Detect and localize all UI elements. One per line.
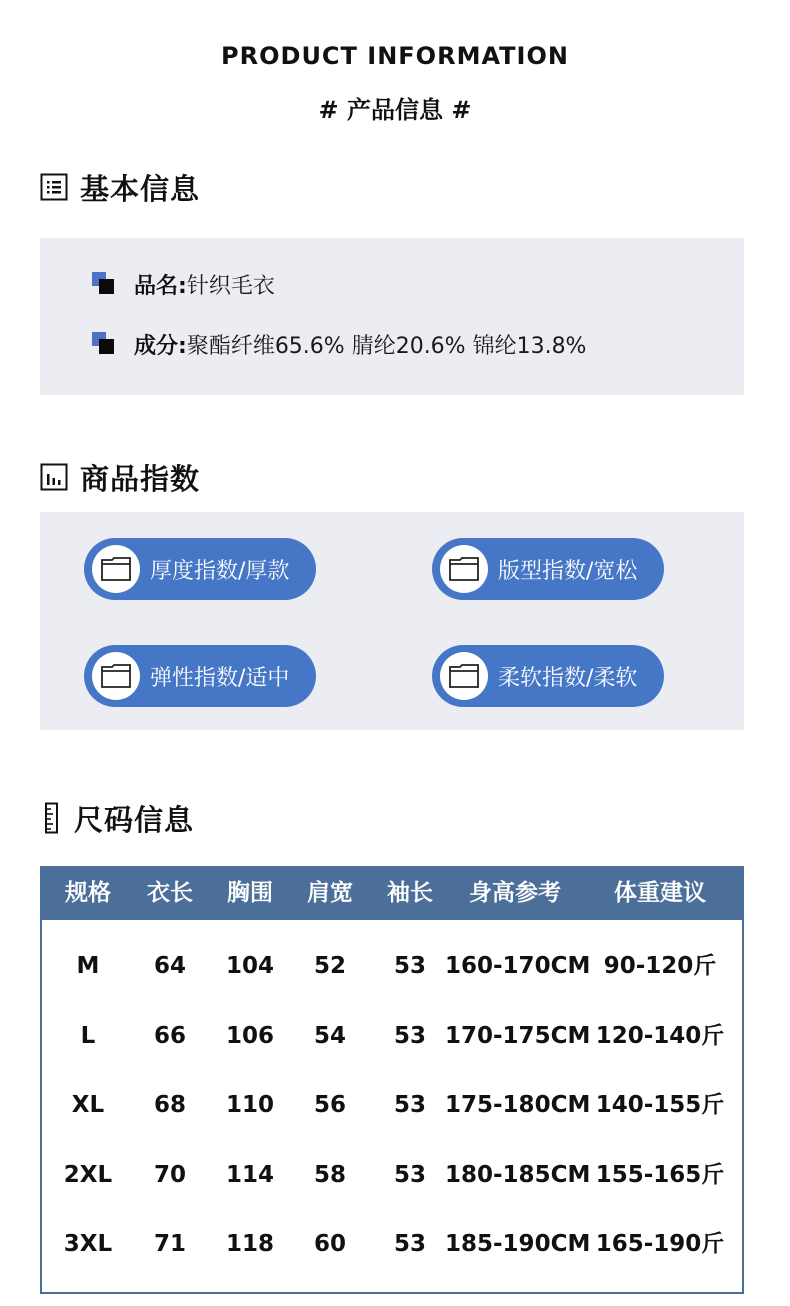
- table-cell: 64: [153, 953, 186, 979]
- info-key: 品名:: [134, 273, 187, 299]
- basic-info-heading: [40, 167, 200, 207]
- index-pill-label: 弹性指数/适中: [150, 665, 290, 691]
- product-index-heading: [40, 457, 200, 497]
- table-cell: 53: [393, 953, 426, 979]
- table-cell: 140-155斤: [595, 1092, 725, 1118]
- ruler-icon: [40, 802, 62, 834]
- bar-chart-icon: [40, 463, 68, 491]
- list-icon: [40, 173, 68, 201]
- index-pill-label: 柔软指数/柔软: [498, 665, 638, 691]
- page-title-chinese: # 产品信息 #: [318, 96, 472, 124]
- table-cell: 68: [153, 1092, 186, 1118]
- table-cell: 160-170CM: [445, 953, 591, 979]
- table-cell: 110: [225, 1092, 274, 1118]
- table-cell: L: [80, 1022, 96, 1049]
- info-value: 聚酯纤维65.6% 腈纶20.6% 锦纶13.8%: [186, 333, 587, 359]
- index-pill-softness: [432, 645, 664, 707]
- index-pill-fit: [432, 538, 664, 600]
- column-header: 袖长: [387, 880, 433, 906]
- info-row-name: [92, 267, 275, 301]
- folder-icon: [92, 652, 140, 700]
- square-bullet-icon: [92, 272, 116, 296]
- folder-icon: [92, 545, 140, 593]
- table-cell: 114: [225, 1161, 274, 1188]
- column-header: 衣长: [147, 880, 193, 906]
- table-cell: 170-175CM: [445, 1022, 591, 1049]
- table-cell: 53: [393, 1092, 426, 1118]
- table-cell: 70: [153, 1161, 186, 1188]
- column-header: 肩宽: [307, 880, 353, 906]
- folder-icon: [440, 545, 488, 593]
- table-cell: 90-120斤: [603, 953, 717, 979]
- size-info-heading-text: 尺码信息: [74, 802, 195, 837]
- index-pill-label: 厚度指数/厚款: [150, 558, 290, 584]
- column-header: 规格: [65, 880, 111, 906]
- table-cell: 56: [313, 1092, 346, 1118]
- table-cell: 175-180CM: [445, 1092, 591, 1118]
- table-cell: 104: [225, 953, 274, 979]
- folder-icon: [440, 652, 488, 700]
- square-bullet-icon: [92, 332, 116, 356]
- table-cell: M: [76, 953, 100, 979]
- table-cell: 54: [313, 1022, 346, 1049]
- table-cell: 66: [153, 1022, 186, 1049]
- basic-info-panel: [40, 238, 744, 395]
- table-cell: 3XL: [63, 1231, 113, 1257]
- table-cell: 155-165斤: [595, 1161, 725, 1188]
- table-cell: XL: [71, 1092, 105, 1118]
- table-cell: 60: [313, 1231, 346, 1257]
- table-cell: 53: [393, 1022, 426, 1049]
- table-cell: 58: [313, 1161, 346, 1188]
- index-pill-elasticity: [84, 645, 316, 707]
- table-cell: 52: [313, 953, 346, 979]
- size-table-header: [40, 866, 744, 920]
- info-value: 针织毛衣: [186, 273, 275, 299]
- product-index-heading-text: 商品指数: [80, 461, 201, 496]
- table-cell: 120-140斤: [595, 1022, 725, 1049]
- table-cell: 185-190CM: [445, 1231, 591, 1257]
- column-header: 身高参考: [469, 880, 561, 906]
- column-header: 体重建议: [614, 880, 706, 906]
- basic-info-heading-text: 基本信息: [80, 171, 201, 206]
- index-pill-label: 版型指数/宽松: [498, 558, 638, 584]
- table-cell: 118: [225, 1231, 274, 1257]
- table-cell: 165-190斤: [595, 1231, 725, 1257]
- index-pill-thickness: [84, 538, 316, 600]
- info-key: 成分:: [134, 333, 187, 359]
- size-info-heading: [40, 798, 194, 838]
- page-title-english: PRODUCT INFORMATION: [221, 42, 569, 70]
- column-header: 胸围: [227, 880, 273, 906]
- table-cell: 2XL: [63, 1161, 113, 1188]
- table-cell: 53: [393, 1231, 426, 1257]
- table-cell: 71: [153, 1231, 186, 1257]
- table-cell: 106: [225, 1022, 274, 1049]
- info-row-composition: [92, 327, 586, 361]
- table-cell: 53: [393, 1161, 426, 1188]
- table-cell: 180-185CM: [445, 1161, 591, 1188]
